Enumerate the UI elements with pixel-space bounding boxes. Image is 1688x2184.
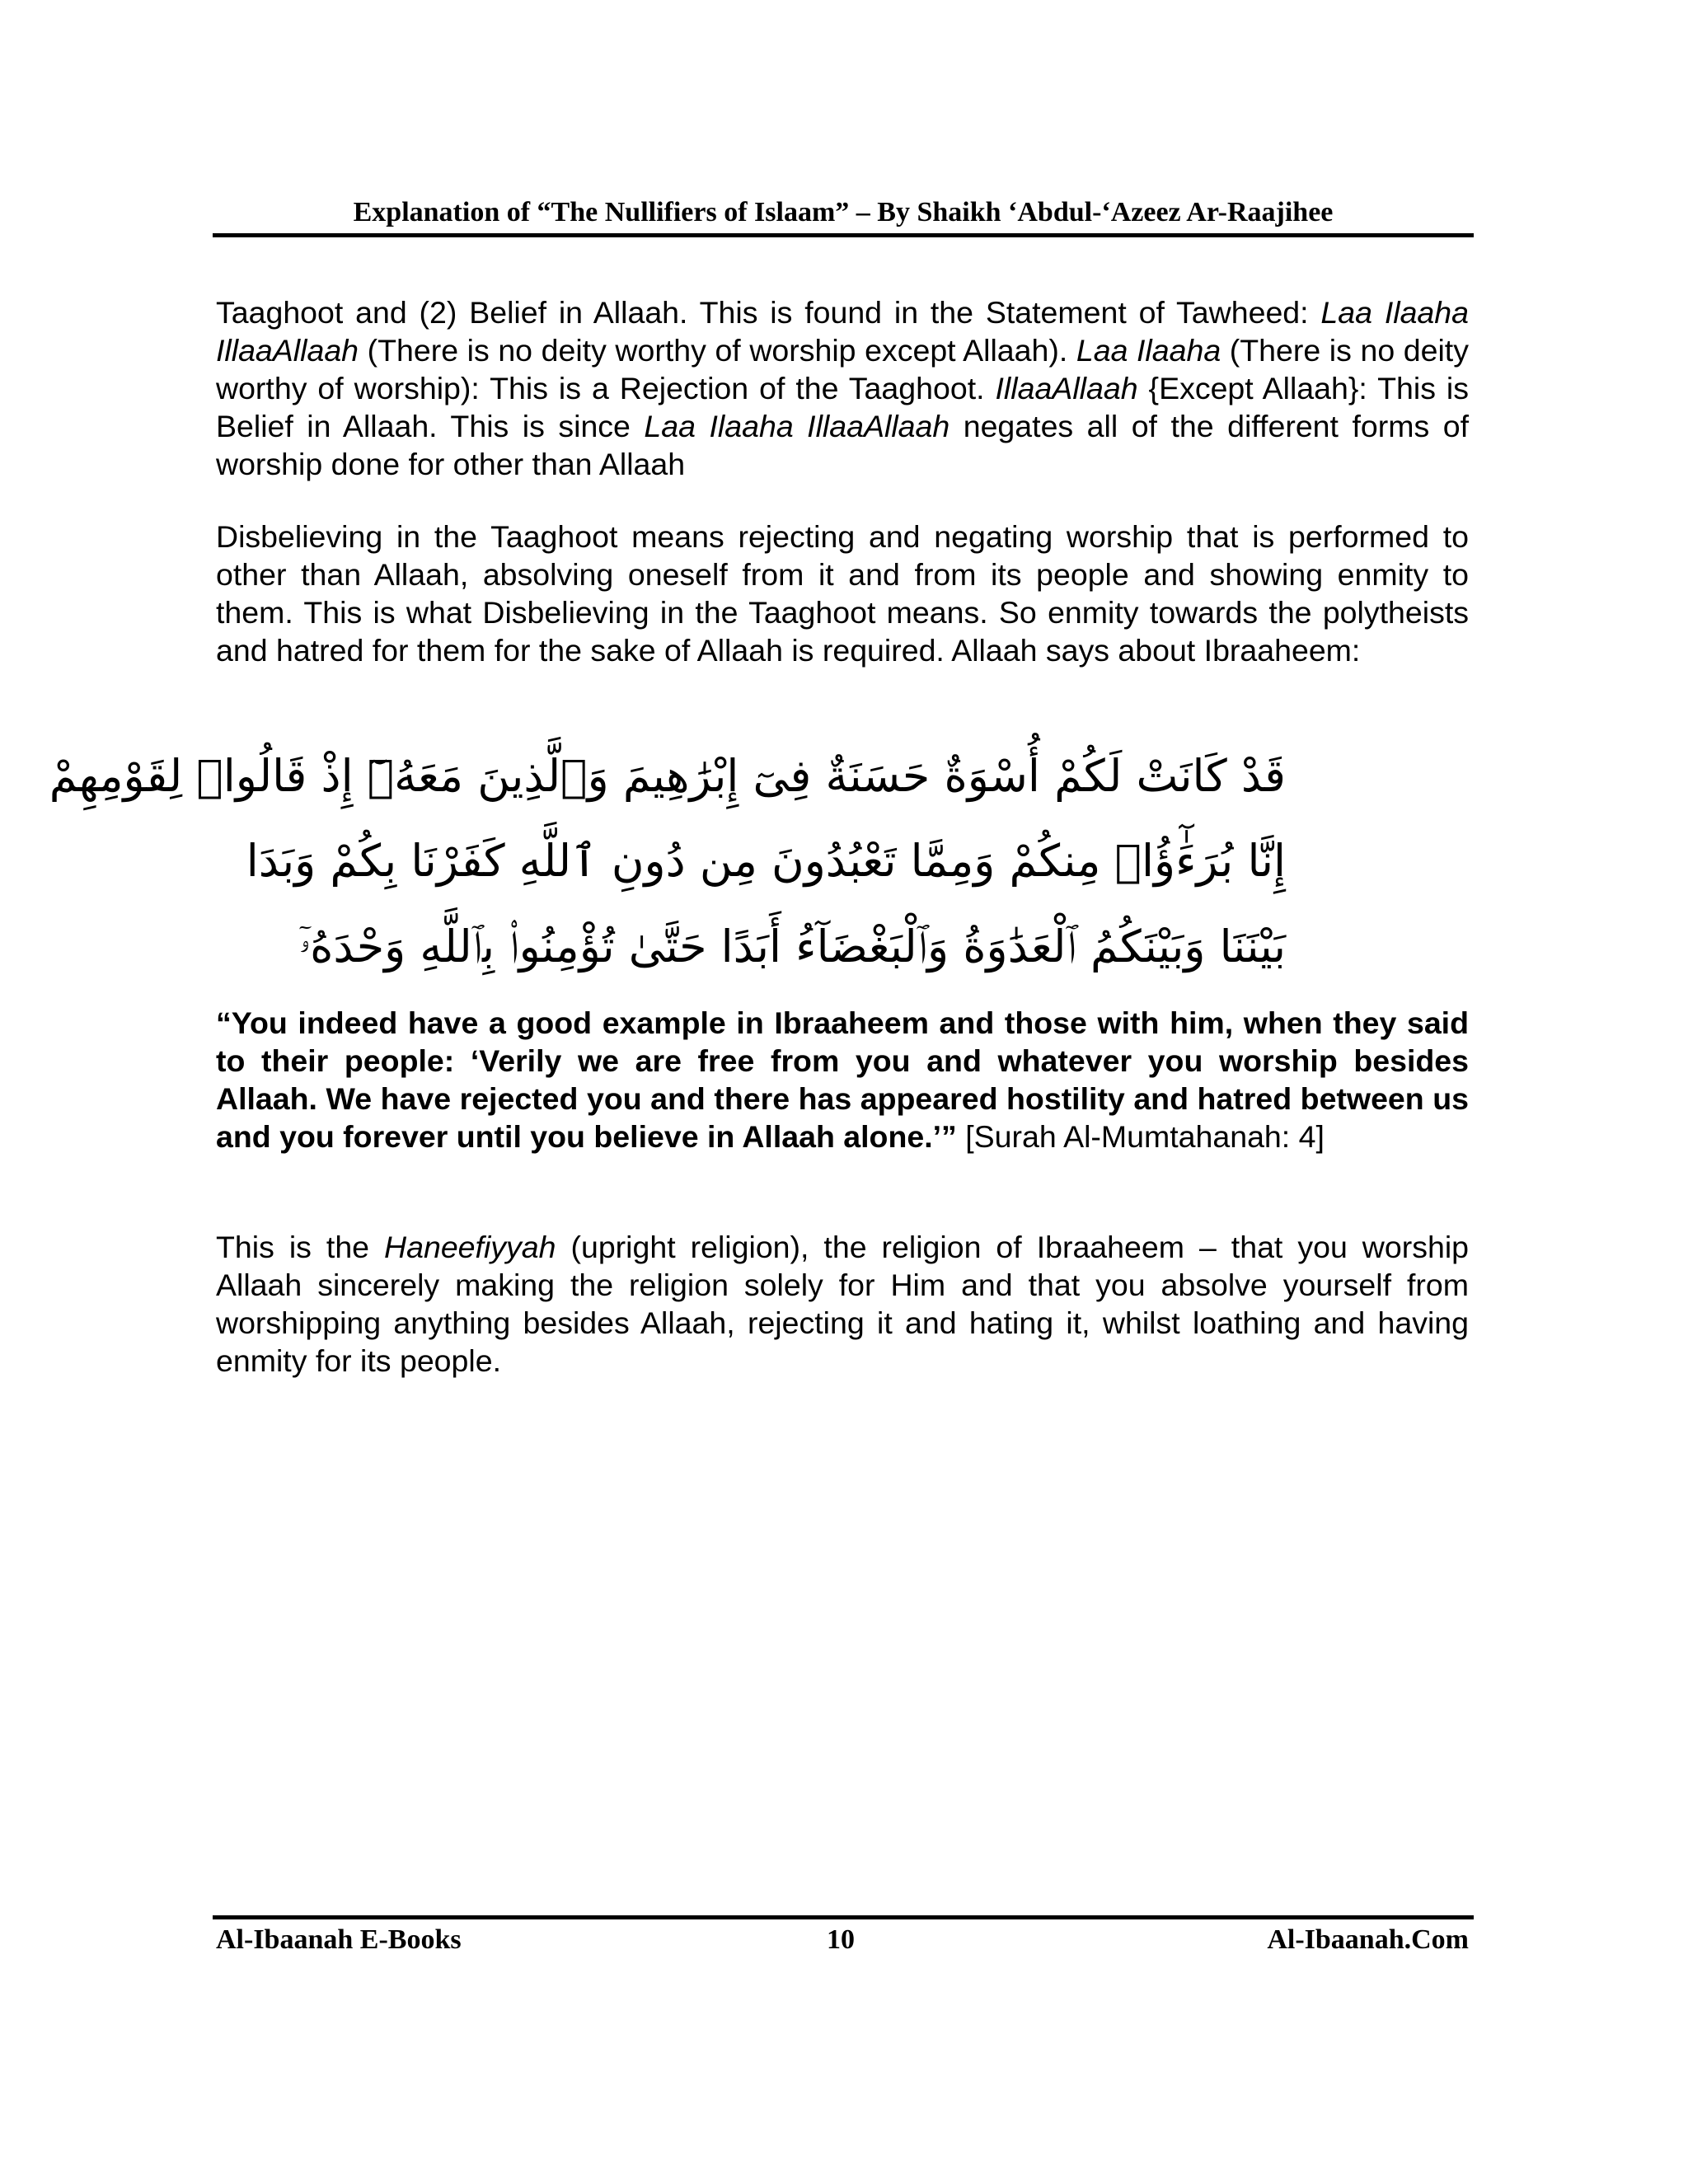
text-run: negates all of the different forms of worship done for other than Allaah — [216, 409, 1469, 481]
italic-term: Laa Ilaaha IllaaAllaah — [644, 409, 950, 443]
arabic-verse-line-3: بَيْنَنَا وَبَيْنَكُمُ ٱلْعَدَٰوَةُ وَٱلْبَغْضَآءُ أَبَدًا حَتَّىٰ تُؤْمِنُوا۟ بِٱللَّهِ وَحْدَهُۥٓ — [298, 921, 1286, 972]
page-header-title: Explanation of “The Nullifiers of Islaam” – By Shaikh ‘Abdul-‘Azeez Ar-Raajihee — [353, 197, 1334, 227]
arabic-verse-line-2: إِنَّا بُرَءَٰٓؤُا۟ مِنكُمْ وَمِمَّا تَعْبُدُونَ مِن دُونِ ٱللَّهِ كَفَرْنَا بِكُمْ وَبَدَا — [246, 835, 1286, 887]
verse-translation-quote: “You indeed have a good example in Ibraaheem and those with him, when they said to their people: ‘Verily we are free from you and whatever you worship besides Allaah. We have rejected you and there has appeared hostility and hatred between us and you forever until you believe in Allaah alone.’” — [216, 1005, 1469, 1154]
paragraph-haneefiyyah — [216, 1228, 1469, 1380]
footer-publisher: Al-Ibaanah E-Books — [216, 1924, 462, 1955]
text-run: Taaghoot and (2) Belief in Allaah. This is found in the Statement of Tawheed: — [216, 295, 1321, 330]
footer-website: Al-Ibaanah.Com — [1267, 1924, 1469, 1955]
text-run: {Except Allaah}: This is Belief in Allaah. This is since — [216, 371, 1469, 443]
text-run: This is the — [216, 1230, 385, 1264]
header-divider — [213, 233, 1474, 237]
text-run: (There is no deity worthy of worship): This is a Rejection of the Taaghoot. — [216, 333, 1469, 405]
arabic-verse-line-1: قَدْ كَانَتْ لَكُمْ أُسْوَةٌ حَسَنَةٌ فِىٓ إِبْرَٰهِيمَ وَٱلَّذِينَ مَعَهُۥٓ إِذْ قَالُوا۟ لِقَوْمِهِمْ — [49, 750, 1286, 802]
italic-term: Haneefiyyah — [384, 1230, 556, 1264]
italic-term: Laa Ilaaha — [1076, 333, 1221, 368]
verse-reference: [Surah Al-Mumtahanah: 4] — [956, 1119, 1325, 1154]
page-number: 10 — [827, 1924, 855, 1955]
footer-divider — [213, 1915, 1474, 1919]
paragraph-tawheed — [216, 293, 1469, 483]
paragraph-disbelieving-taaghoot: Disbelieving in the Taaghoot means rejecting and negating worship that is performed to other than Allaah, absolving oneself from it and from its people and showing enmity to them. This is what Disbelieving in the Taaghoot means. So enmity towards the polytheists and hatred for them for the sake of Allaah is required. Allaah says about Ibraaheem: — [216, 519, 1469, 668]
italic-term: IllaaAllaah — [995, 371, 1138, 405]
text-run: (upright religion), the religion of Ibraaheem – that you worship Allaah sincerely making the religion solely for Him and that you absolve yourself from worshipping anything besides Allaah, rejecting it and hating it, whilst loathing and having enmity for its people. — [216, 1230, 1470, 1378]
text-run: (There is no deity worthy of worship except Allaah). — [359, 333, 1076, 368]
italic-term: Laa Ilaaha IllaaAllaah — [216, 295, 1469, 368]
paragraph-verse-translation — [216, 1004, 1469, 1155]
